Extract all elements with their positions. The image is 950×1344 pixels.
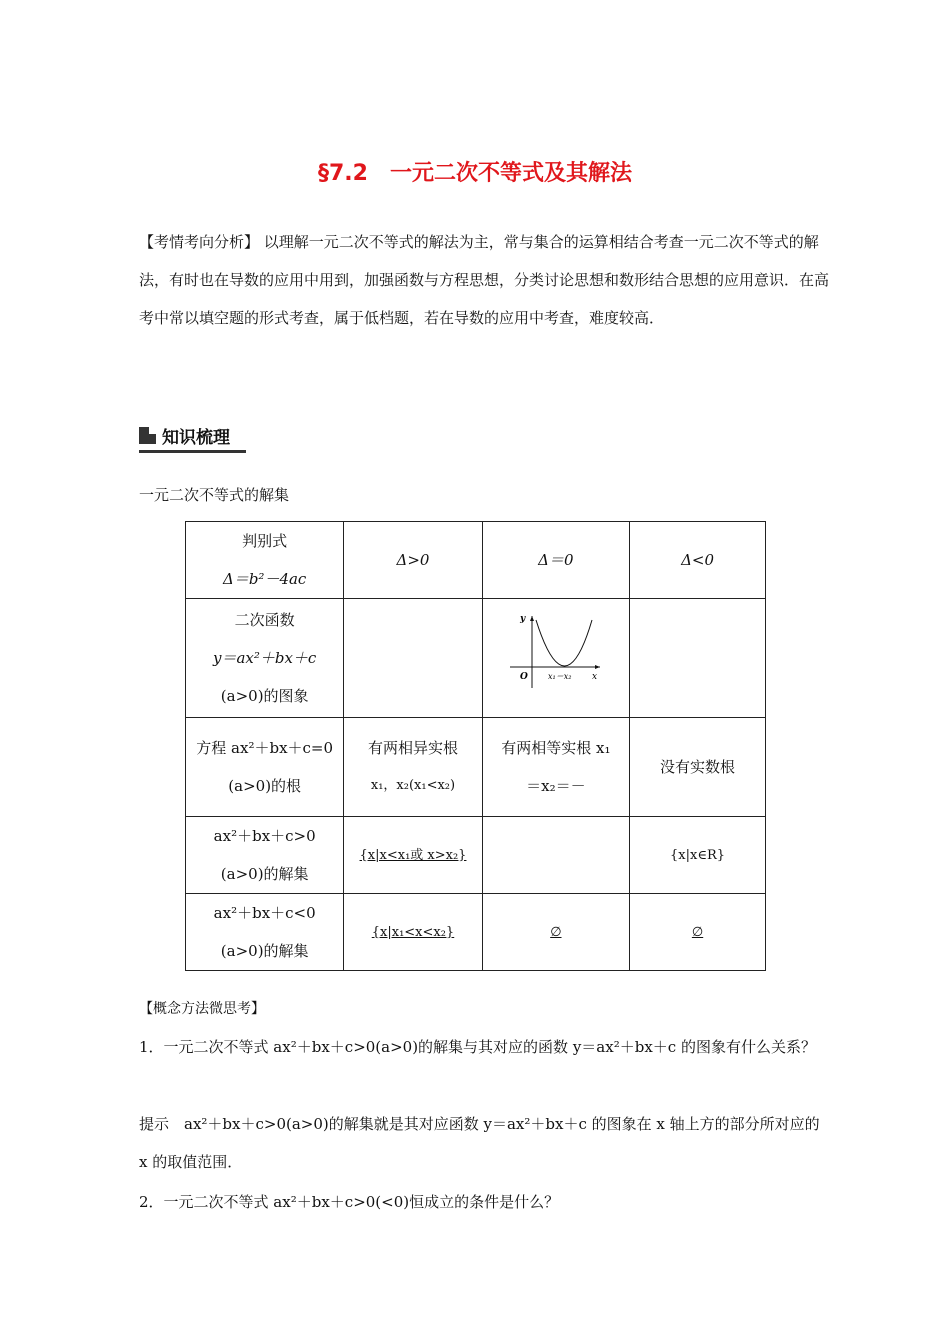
tip-answer: 提示 ax²＋bx＋c>0(a>0)的解集就是其对应函数 y＝ax²＋bx＋c 的图象在 x 轴上方的部分所对应的 x 的取值范围．: [139, 1115, 820, 1171]
cell-greater-zero: [482, 817, 629, 894]
cell-graph-negative: [630, 599, 766, 718]
cell-delta-zero: Δ＝0: [482, 522, 629, 599]
page-title: §7.2 一元二次不等式及其解法: [318, 161, 632, 186]
section-square-icon: [139, 427, 156, 444]
cell-roots-positive: 有两相异实根 x₁，x₂(x₁<x₂): [344, 718, 482, 817]
cell-less-zero: ∅: [482, 894, 629, 971]
table-caption: 一元二次不等式的解集: [139, 486, 290, 504]
y-axis-arrow: [530, 616, 534, 621]
x-axis-arrow: [595, 665, 600, 669]
cell-equation-roots: 方程 ax²＋bx＋c=0 (a>0)的根: [186, 718, 344, 817]
cell-delta-negative: Δ<0: [630, 522, 766, 599]
question-1: 1．一元二次不等式 ax²＋bx＋c>0(a>0)的解集与其对应的函数 y＝ax²＋bx＋c 的图象有什么关系？: [139, 1038, 816, 1056]
table-row-graph: [186, 599, 766, 718]
x-axis-label: x: [591, 672, 597, 682]
cell-delta-positive: Δ>0: [344, 522, 482, 599]
cell-quadratic-function: 二次函数 y＝ax²＋bx＋c (a>0)的图象: [186, 599, 344, 718]
table-row-greater: [186, 817, 766, 894]
section-heading: [139, 420, 246, 453]
analysis-label: 【考情考向分析】: [139, 233, 260, 251]
table-row-header: [186, 522, 766, 599]
solution-table: [185, 521, 766, 971]
cell-less-positive: {x|x₁<x<x₂}: [344, 894, 482, 971]
table-row-less: [186, 894, 766, 971]
cell-roots-negative: 没有实数根: [630, 718, 766, 817]
cell-greater-positive: {x|x<x₁或 x>x₂}: [344, 817, 482, 894]
table-row-roots: [186, 718, 766, 817]
analysis-body: 以理解一元二次不等式的解法为主，常与集合的运算相结合考查一元二次不等式的解法，有时也在导数的应用中用到，加强函数与方程思想，分类讨论思想和数形结合思想的应用意识．在高考中常以填空题的形式考查，属于低档题，若在导数的应用中考查，难度较高．: [139, 233, 830, 327]
question-2: 2．一元二次不等式 ax²＋bx＋c>0(<0)恒成立的条件是什么？: [139, 1193, 560, 1211]
y-axis-label: y: [519, 614, 526, 624]
parabola-curve: [536, 620, 592, 666]
cell-greater-negative: {x|x∈R}: [630, 817, 766, 894]
analysis-paragraph: [139, 223, 829, 337]
cell-less-negative: ∅: [630, 894, 766, 971]
cell-graph-positive: [344, 599, 482, 718]
cell-roots-zero: 有两相等实根 x₁ ＝x₂＝－: [482, 718, 629, 817]
cell-graph-zero: [482, 599, 629, 718]
cell-less-label: ax²＋bx＋c<0 (a>0)的解集: [186, 894, 344, 971]
cell-greater-label: ax²＋bx＋c>0 (a>0)的解集: [186, 817, 344, 894]
cell-discriminant: 判别式 Δ＝b²－4ac: [186, 522, 344, 599]
origin-label: O: [519, 672, 528, 682]
section-title: 知识梳理: [162, 427, 230, 448]
parabola-graph: [506, 612, 606, 690]
concept-heading: 【概念方法微思考】: [139, 1001, 265, 1017]
root-label: x₁＝x₂: [547, 672, 572, 681]
